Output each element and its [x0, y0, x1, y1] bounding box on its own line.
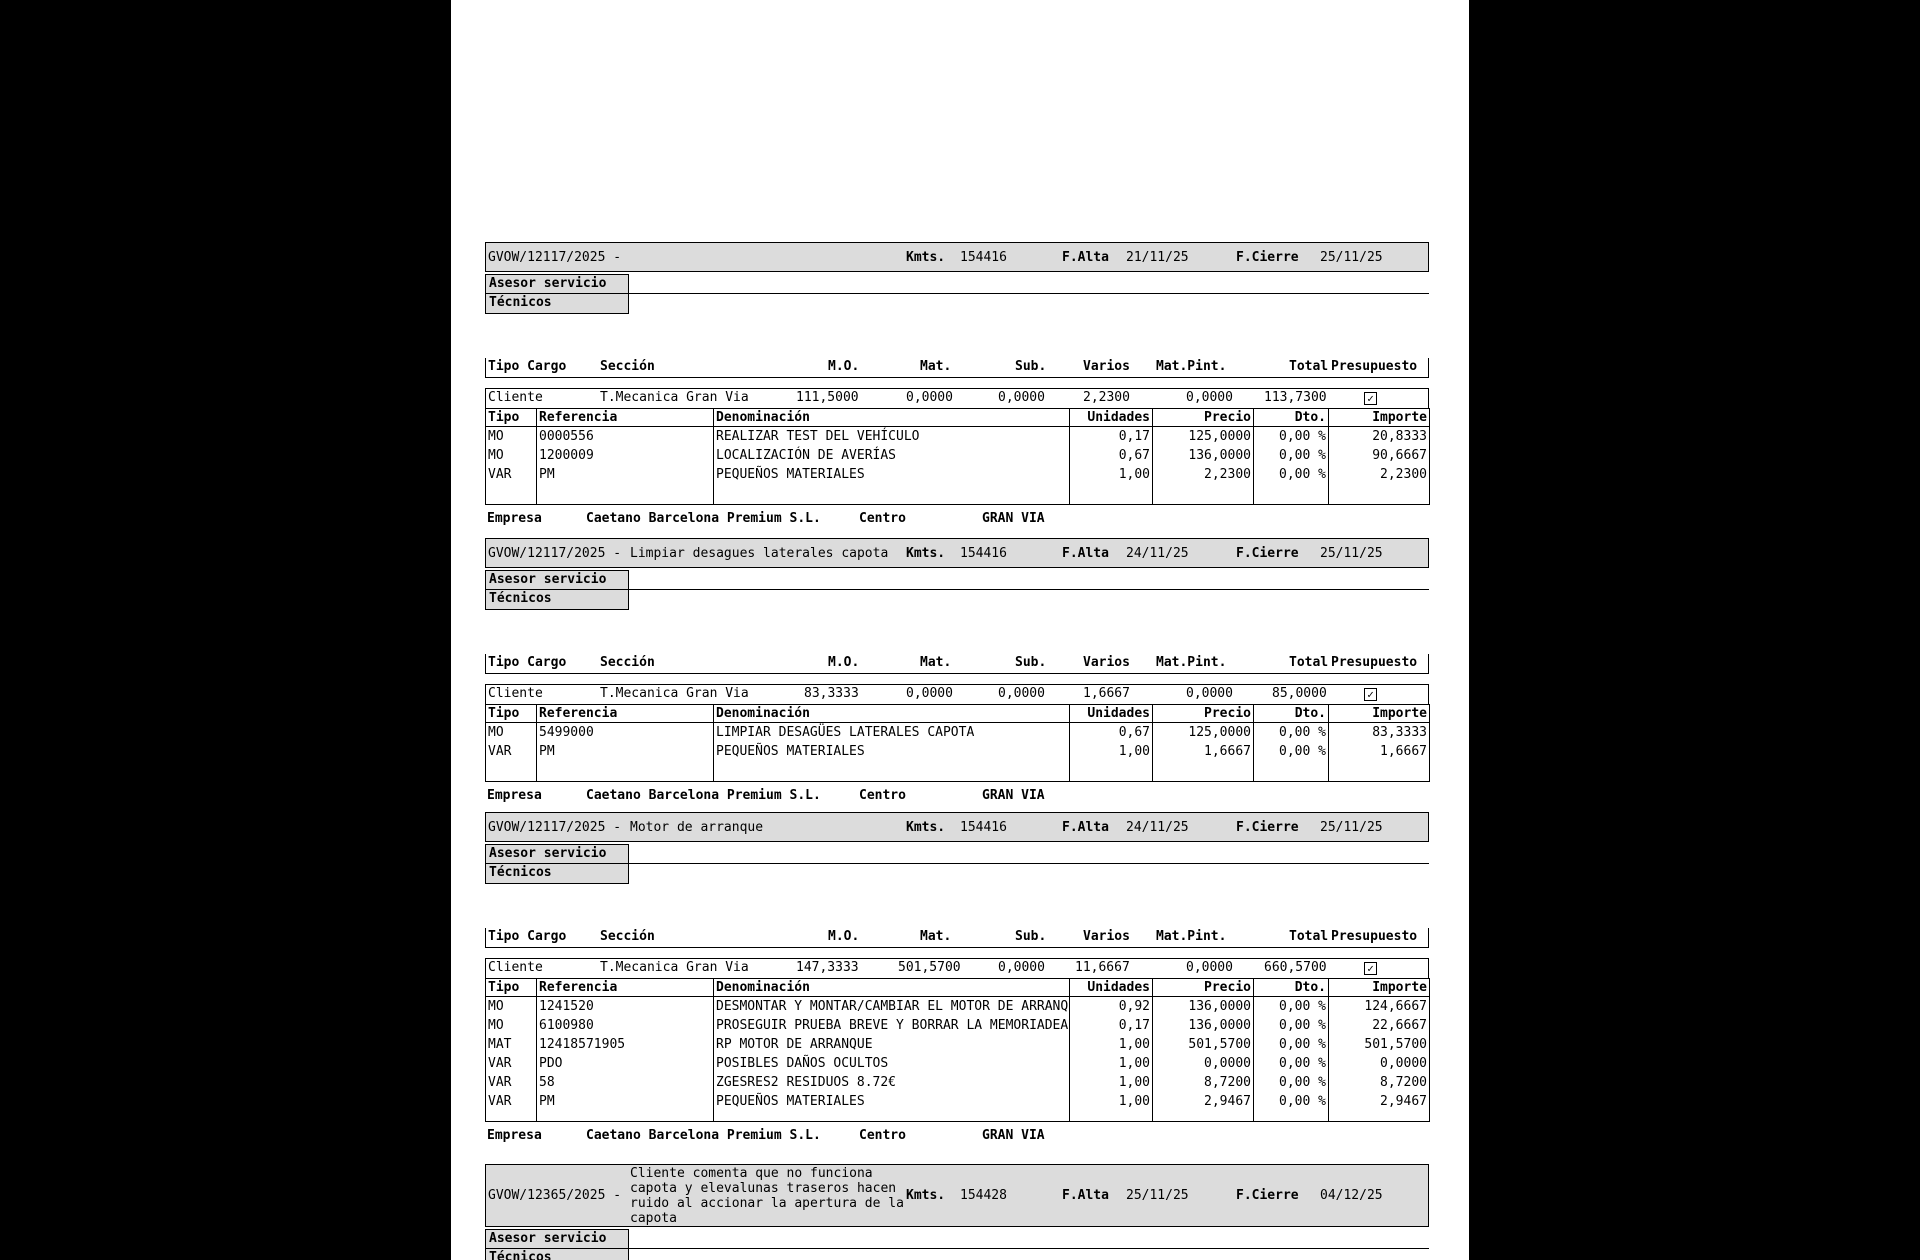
th-tipo: Tipo [486, 979, 537, 997]
order-header [485, 812, 1429, 842]
cell-dto: 0,00 % [1254, 1054, 1329, 1073]
cell-referencia: PDO [537, 1054, 714, 1073]
cell-referencia: PM [537, 465, 714, 484]
asesor-label: Asesor servicio [485, 570, 629, 590]
cell-denominacion: PEQUEÑOS MATERIALES [714, 742, 1070, 761]
presupuesto-checkbox[interactable]: ✓ [1364, 392, 1377, 405]
cell-dto: 0,00 % [1254, 742, 1329, 761]
cell-precio: 136,0000 [1153, 1016, 1254, 1035]
cell-dto: 0,00 % [1254, 723, 1329, 743]
tecnicos-row [485, 1249, 1429, 1260]
cell-unidades: 1,00 [1070, 742, 1153, 761]
table-filler [486, 761, 1430, 782]
cell-denominacion: REALIZAR TEST DEL VEHÍCULO [714, 427, 1070, 447]
centro-value: GRAN VIA [982, 788, 1045, 803]
cell-dto: 0,00 % [1254, 1073, 1329, 1092]
th-precio: Precio [1153, 979, 1254, 997]
tecnicos-label: Técnicos [485, 864, 629, 884]
cell-referencia: 1200009 [537, 446, 714, 465]
cell-referencia: 58 [537, 1073, 714, 1092]
table-row [486, 1016, 1430, 1035]
col-mat-pint: Mat.Pint. [1156, 929, 1227, 944]
f-alta-label: F.Alta [1062, 250, 1109, 265]
order-number: GVOW/12117/2025 - [488, 546, 622, 561]
cargo-header [485, 928, 1429, 948]
cell-denominacion: PROSEGUIR PRUEBA BREVE Y BORRAR LA MEMORIADEA [714, 1016, 1070, 1035]
cell-tipo: MO [486, 1016, 537, 1035]
col-sub: Sub. [1015, 359, 1047, 374]
th-referencia: Referencia [537, 705, 714, 723]
asesor-row [485, 274, 1429, 294]
cell-unidades: 0,17 [1070, 427, 1153, 447]
cargo-varios: 2,2300 [1083, 390, 1130, 405]
table-row [486, 1054, 1430, 1073]
empresa-label: Empresa [487, 1128, 542, 1143]
th-tipo: Tipo [486, 409, 537, 427]
th-precio: Precio [1153, 409, 1254, 427]
kmts-value: 154416 [960, 820, 1007, 835]
cargo-mat: 0,0000 [906, 686, 953, 701]
cell-dto: 0,00 % [1254, 1035, 1329, 1054]
col-presupuesto: Presupuesto [1331, 359, 1418, 374]
cargo-mat-pint: 0,0000 [1186, 686, 1233, 701]
cargo-mat-pint: 0,0000 [1186, 390, 1233, 405]
presupuesto-checkbox[interactable]: ✓ [1364, 962, 1377, 975]
table-row [486, 1092, 1430, 1111]
order-number: GVOW/12117/2025 - [488, 820, 622, 835]
asesor-row [485, 1229, 1429, 1249]
work-order-2 [485, 538, 1429, 806]
cell-referencia: PM [537, 742, 714, 761]
cell-denominacion: ZGESRES2 RESIDUOS 8.72€ [714, 1073, 1070, 1092]
cell-precio: 1,6667 [1153, 742, 1254, 761]
th-unidades: Unidades [1070, 979, 1153, 997]
items-header-row [486, 705, 1430, 723]
kmts-value: 154416 [960, 546, 1007, 561]
centro-label: Centro [859, 1128, 906, 1143]
cargo-row [485, 684, 1429, 704]
col-sub: Sub. [1015, 655, 1047, 670]
items-table [485, 978, 1430, 1122]
cargo-header [485, 358, 1429, 378]
cargo-header [485, 654, 1429, 674]
cell-unidades: 0,67 [1070, 723, 1153, 743]
centro-value: GRAN VIA [982, 1128, 1045, 1143]
th-importe: Importe [1329, 409, 1430, 427]
kmts-value: 154416 [960, 250, 1007, 265]
order-header [485, 242, 1429, 272]
asesor-row [485, 570, 1429, 590]
cargo-total: 85,0000 [1272, 686, 1327, 701]
col-tipo-cargo: Tipo Cargo [488, 929, 567, 944]
empresa-row [485, 1128, 1429, 1146]
empresa-label: Empresa [487, 511, 542, 526]
kmts-value: 154428 [960, 1188, 1007, 1203]
cargo-total: 113,7300 [1264, 390, 1327, 405]
kmts-label: Kmts. [906, 546, 946, 561]
work-order-4 [485, 1164, 1429, 1260]
work-order-1 [485, 242, 1429, 529]
col-mo: M.O. [828, 359, 860, 374]
tecnicos-row [485, 590, 1429, 610]
cell-unidades: 1,00 [1070, 1073, 1153, 1092]
order-header [485, 538, 1429, 568]
col-mo: M.O. [828, 929, 860, 944]
th-importe: Importe [1329, 705, 1430, 723]
col-mat: Mat. [920, 359, 952, 374]
col-mat: Mat. [920, 655, 952, 670]
cell-importe: 90,6667 [1329, 446, 1430, 465]
cell-importe: 124,6667 [1329, 997, 1430, 1017]
cell-precio: 0,0000 [1153, 1054, 1254, 1073]
col-total: Total [1289, 929, 1329, 944]
cargo-seccion: T.Mecanica Gran Via [600, 390, 749, 405]
cell-importe: 0,0000 [1329, 1054, 1430, 1073]
th-referencia: Referencia [537, 409, 714, 427]
centro-label: Centro [859, 788, 906, 803]
order-description: Motor de arranque [630, 820, 764, 835]
table-filler [486, 484, 1430, 505]
items-table [485, 408, 1430, 505]
table-filler [486, 1111, 1430, 1122]
cell-importe: 22,6667 [1329, 1016, 1430, 1035]
centro-label: Centro [859, 511, 906, 526]
f-cierre-label: F.Cierre [1236, 820, 1299, 835]
f-alta-value: 24/11/25 [1126, 546, 1189, 561]
cell-referencia: PM [537, 1092, 714, 1111]
cell-tipo: MAT [486, 1035, 537, 1054]
cell-dto: 0,00 % [1254, 1092, 1329, 1111]
order-number: GVOW/12365/2025 - [488, 1188, 622, 1203]
cell-referencia: 1241520 [537, 997, 714, 1017]
asesor-label: Asesor servicio [485, 1229, 629, 1249]
col-total: Total [1289, 655, 1329, 670]
col-presupuesto: Presupuesto [1331, 655, 1418, 670]
cargo-varios: 1,6667 [1083, 686, 1130, 701]
cell-unidades: 1,00 [1070, 1092, 1153, 1111]
cell-tipo: VAR [486, 1073, 537, 1092]
empresa-label: Empresa [487, 788, 542, 803]
col-tipo-cargo: Tipo Cargo [488, 655, 567, 670]
tecnicos-label: Técnicos [485, 1249, 629, 1260]
cargo-tipo: Cliente [488, 686, 543, 701]
empresa-row [485, 788, 1429, 806]
cell-referencia: 6100980 [537, 1016, 714, 1035]
cell-unidades: 1,00 [1070, 1035, 1153, 1054]
cargo-mo: 111,5000 [796, 390, 859, 405]
col-varios: Varios [1083, 359, 1130, 374]
table-row [486, 1073, 1430, 1092]
cell-referencia: 5499000 [537, 723, 714, 743]
cell-denominacion: LIMPIAR DESAGÜES LATERALES CAPOTA [714, 723, 1070, 743]
kmts-label: Kmts. [906, 250, 946, 265]
cell-dto: 0,00 % [1254, 997, 1329, 1017]
f-cierre-value: 04/12/25 [1320, 1188, 1383, 1203]
cell-tipo: MO [486, 446, 537, 465]
cargo-seccion: T.Mecanica Gran Via [600, 960, 749, 975]
col-presupuesto: Presupuesto [1331, 929, 1418, 944]
cargo-row [485, 388, 1429, 408]
f-cierre-label: F.Cierre [1236, 250, 1299, 265]
asesor-row [485, 844, 1429, 864]
cell-tipo: VAR [486, 1092, 537, 1111]
cargo-sub: 0,0000 [998, 390, 1045, 405]
work-order-3 [485, 812, 1429, 1146]
cell-denominacion: DESMONTAR Y MONTAR/CAMBIAR EL MOTOR DE ARRANQ [714, 997, 1070, 1017]
cargo-sub: 0,0000 [998, 686, 1045, 701]
cell-precio: 2,9467 [1153, 1092, 1254, 1111]
f-cierre-value: 25/11/25 [1320, 250, 1383, 265]
cell-unidades: 0,17 [1070, 1016, 1153, 1035]
th-dto: Dto. [1254, 705, 1329, 723]
cell-denominacion: POSIBLES DAÑOS OCULTOS [714, 1054, 1070, 1073]
cargo-seccion: T.Mecanica Gran Via [600, 686, 749, 701]
f-cierre-value: 25/11/25 [1320, 546, 1383, 561]
cell-unidades: 0,67 [1070, 446, 1153, 465]
cell-referencia: 0000556 [537, 427, 714, 447]
cell-dto: 0,00 % [1254, 1016, 1329, 1035]
cell-dto: 0,00 % [1254, 427, 1329, 447]
tecnicos-row [485, 864, 1429, 884]
cargo-tipo: Cliente [488, 960, 543, 975]
order-header [485, 1164, 1429, 1227]
th-unidades: Unidades [1070, 705, 1153, 723]
cell-unidades: 0,92 [1070, 997, 1153, 1017]
cell-precio: 501,5700 [1153, 1035, 1254, 1054]
cell-precio: 2,2300 [1153, 465, 1254, 484]
cargo-mat-pint: 0,0000 [1186, 960, 1233, 975]
table-row [486, 1035, 1430, 1054]
asesor-label: Asesor servicio [485, 274, 629, 294]
cell-dto: 0,00 % [1254, 465, 1329, 484]
cargo-row [485, 958, 1429, 978]
cell-precio: 8,7200 [1153, 1073, 1254, 1092]
th-importe: Importe [1329, 979, 1430, 997]
col-seccion: Sección [600, 929, 655, 944]
order-description: Limpiar desagues laterales capota [630, 546, 889, 561]
cargo-sub: 0,0000 [998, 960, 1045, 975]
items-table [485, 704, 1430, 782]
empresa-value: Caetano Barcelona Premium S.L. [586, 511, 821, 526]
cell-importe: 83,3333 [1329, 723, 1430, 743]
empresa-value: Caetano Barcelona Premium S.L. [586, 1128, 821, 1143]
table-row [486, 742, 1430, 761]
cargo-mo: 147,3333 [796, 960, 859, 975]
f-alta-value: 21/11/25 [1126, 250, 1189, 265]
table-row [486, 723, 1430, 743]
tecnicos-label: Técnicos [485, 294, 629, 314]
th-denominacion: Denominación [714, 979, 1070, 997]
cell-importe: 8,7200 [1329, 1073, 1430, 1092]
kmts-label: Kmts. [906, 820, 946, 835]
cargo-varios: 11,6667 [1075, 960, 1130, 975]
th-dto: Dto. [1254, 409, 1329, 427]
kmts-label: Kmts. [906, 1188, 946, 1203]
cell-tipo: MO [486, 427, 537, 447]
cell-tipo: VAR [486, 465, 537, 484]
cell-importe: 501,5700 [1329, 1035, 1430, 1054]
th-denominacion: Denominación [714, 409, 1070, 427]
centro-value: GRAN VIA [982, 511, 1045, 526]
cell-referencia: 12418571905 [537, 1035, 714, 1054]
empresa-row [485, 511, 1429, 529]
col-seccion: Sección [600, 655, 655, 670]
cell-unidades: 1,00 [1070, 1054, 1153, 1073]
th-dto: Dto. [1254, 979, 1329, 997]
cell-denominacion: PEQUEÑOS MATERIALES [714, 465, 1070, 484]
cell-denominacion: LOCALIZACIÓN DE AVERÍAS [714, 446, 1070, 465]
col-sub: Sub. [1015, 929, 1047, 944]
f-cierre-label: F.Cierre [1236, 1188, 1299, 1203]
th-precio: Precio [1153, 705, 1254, 723]
th-tipo: Tipo [486, 705, 537, 723]
cargo-mat: 0,0000 [906, 390, 953, 405]
cell-precio: 136,0000 [1153, 997, 1254, 1017]
document-page [451, 0, 1469, 1260]
col-tipo-cargo: Tipo Cargo [488, 359, 567, 374]
tecnicos-row [485, 294, 1429, 314]
col-mat-pint: Mat.Pint. [1156, 655, 1227, 670]
f-cierre-value: 25/11/25 [1320, 820, 1383, 835]
cell-precio: 125,0000 [1153, 427, 1254, 447]
cell-tipo: MO [486, 997, 537, 1017]
f-alta-label: F.Alta [1062, 820, 1109, 835]
cargo-tipo: Cliente [488, 390, 543, 405]
order-number: GVOW/12117/2025 - [488, 250, 622, 265]
items-header-row [486, 409, 1430, 427]
presupuesto-checkbox[interactable]: ✓ [1364, 688, 1377, 701]
cell-tipo: MO [486, 723, 537, 743]
col-varios: Varios [1083, 655, 1130, 670]
th-referencia: Referencia [537, 979, 714, 997]
cell-precio: 136,0000 [1153, 446, 1254, 465]
cell-precio: 125,0000 [1153, 723, 1254, 743]
cell-denominacion: RP MOTOR DE ARRANQUE [714, 1035, 1070, 1054]
table-row [486, 446, 1430, 465]
cell-importe: 2,9467 [1329, 1092, 1430, 1111]
cell-importe: 20,8333 [1329, 427, 1430, 447]
cell-dto: 0,00 % [1254, 446, 1329, 465]
cell-tipo: VAR [486, 1054, 537, 1073]
cell-denominacion: PEQUEÑOS MATERIALES [714, 1092, 1070, 1111]
col-mat-pint: Mat.Pint. [1156, 359, 1227, 374]
items-header-row [486, 979, 1430, 997]
cell-tipo: VAR [486, 742, 537, 761]
col-seccion: Sección [600, 359, 655, 374]
col-mo: M.O. [828, 655, 860, 670]
f-alta-value: 25/11/25 [1126, 1188, 1189, 1203]
cell-unidades: 1,00 [1070, 465, 1153, 484]
f-cierre-label: F.Cierre [1236, 546, 1299, 561]
th-denominacion: Denominación [714, 705, 1070, 723]
col-varios: Varios [1083, 929, 1130, 944]
th-unidades: Unidades [1070, 409, 1153, 427]
col-total: Total [1289, 359, 1329, 374]
asesor-label: Asesor servicio [485, 844, 629, 864]
f-alta-value: 24/11/25 [1126, 820, 1189, 835]
order-description: Cliente comenta que no funciona capota y elevalunas traseros hacen ruido al accionar la apertura de la capota [630, 1166, 904, 1226]
table-row [486, 427, 1430, 447]
empresa-value: Caetano Barcelona Premium S.L. [586, 788, 821, 803]
cargo-mo: 83,3333 [804, 686, 859, 701]
cell-importe: 2,2300 [1329, 465, 1430, 484]
table-row [486, 997, 1430, 1017]
table-row [486, 465, 1430, 484]
tecnicos-label: Técnicos [485, 590, 629, 610]
f-alta-label: F.Alta [1062, 1188, 1109, 1203]
cell-importe: 1,6667 [1329, 742, 1430, 761]
cargo-total: 660,5700 [1264, 960, 1327, 975]
f-alta-label: F.Alta [1062, 546, 1109, 561]
col-mat: Mat. [920, 929, 952, 944]
cargo-mat: 501,5700 [898, 960, 961, 975]
